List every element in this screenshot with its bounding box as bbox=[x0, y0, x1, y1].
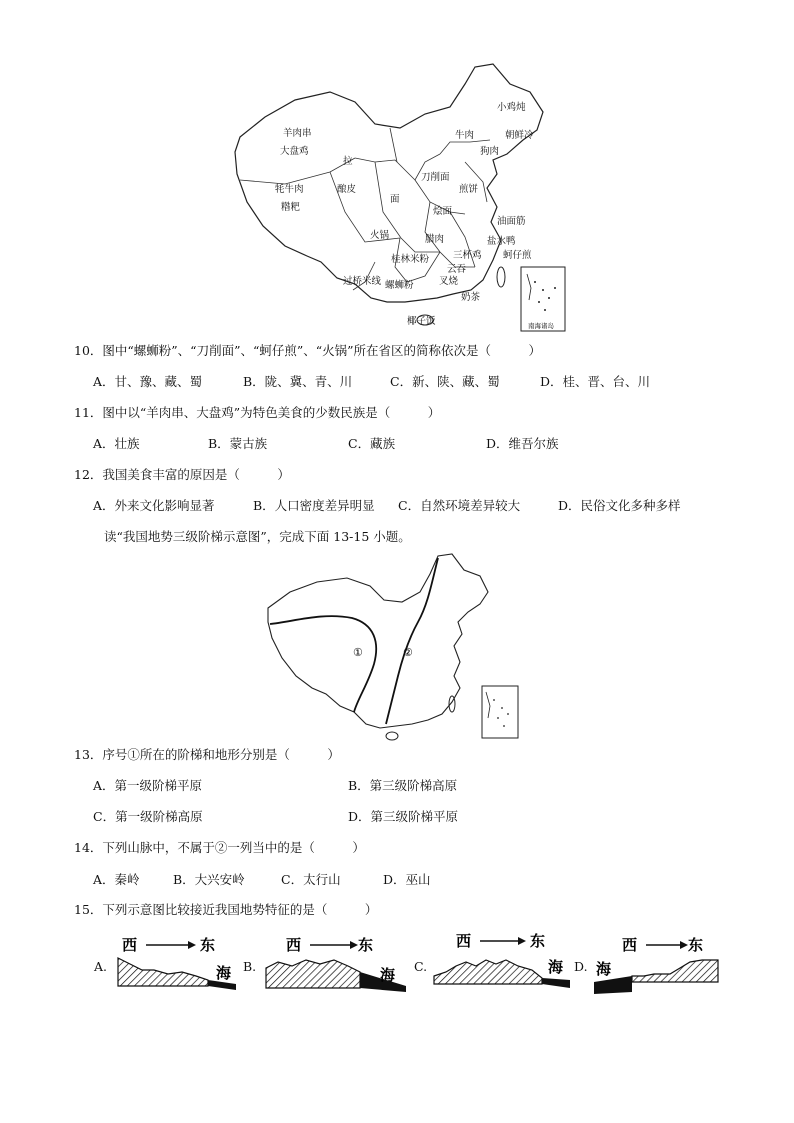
step-boundary-2 bbox=[386, 558, 438, 724]
question-15-stem bbox=[74, 900, 377, 918]
question-12-stem bbox=[74, 465, 290, 483]
question-13-options-row2 bbox=[93, 807, 713, 825]
option-d[interactable]: D．维吾尔族 bbox=[486, 436, 559, 451]
china-outline bbox=[235, 64, 543, 302]
food-label: 小鸡炖 bbox=[497, 102, 526, 113]
food-label: 螺蛳粉 bbox=[385, 280, 414, 291]
question-11-stem bbox=[74, 403, 440, 421]
food-label: 糌粑 bbox=[281, 202, 301, 213]
food-label: 羊肉串 bbox=[283, 128, 312, 139]
question-13-options-row1 bbox=[93, 776, 713, 794]
question-10-stem bbox=[74, 341, 541, 359]
question-number: 10． bbox=[74, 343, 103, 358]
food-label: 牦牛肉 bbox=[275, 184, 304, 195]
option-a[interactable]: A．外来文化影响显著 bbox=[93, 498, 215, 513]
profile-c[interactable] bbox=[432, 926, 574, 996]
food-label: 三杯鸡 bbox=[453, 250, 482, 261]
food-label: 椰子饭 bbox=[407, 316, 436, 327]
question-number: 11． bbox=[74, 405, 103, 420]
west-label: 西 bbox=[286, 936, 302, 954]
food-label: 云吞 bbox=[447, 264, 467, 275]
sea-label: 海 bbox=[216, 964, 232, 982]
china-food-map bbox=[225, 62, 575, 332]
option-b[interactable]: B．大兴安岭 bbox=[173, 872, 245, 887]
option-c[interactable]: C．第一级阶梯高原 bbox=[93, 809, 203, 824]
question-number: 13． bbox=[74, 747, 103, 762]
option-d[interactable]: D．第三级阶梯平原 bbox=[348, 809, 459, 824]
profile-d[interactable] bbox=[592, 930, 724, 996]
option-b[interactable]: B. bbox=[243, 959, 257, 974]
marker-1: ① bbox=[353, 646, 363, 659]
question-10-options bbox=[93, 372, 713, 390]
food-label: 蚵仔煎 bbox=[503, 250, 532, 261]
food-label: 煎饼 bbox=[459, 184, 479, 195]
option-c[interactable]: C. bbox=[414, 959, 428, 974]
food-label: 火锅 bbox=[370, 230, 390, 241]
food-label: 拉 bbox=[343, 156, 353, 167]
question-12-options bbox=[93, 496, 713, 514]
food-label: 奶茶 bbox=[461, 292, 481, 303]
west-label: 西 bbox=[456, 932, 472, 950]
option-c[interactable]: C．藏族 bbox=[348, 436, 396, 451]
option-b[interactable]: B．陇、冀、青、川 bbox=[243, 374, 353, 389]
question-text: 下列山脉中，不属于②一列当中的是（ ） bbox=[102, 840, 365, 855]
question-text: 我国美食丰富的原因是（ ） bbox=[102, 467, 290, 482]
option-c[interactable]: C．太行山 bbox=[281, 872, 341, 887]
option-d[interactable]: D．巫山 bbox=[383, 872, 431, 887]
east-label: 东 bbox=[200, 936, 216, 954]
food-label: 盐水鸭 bbox=[487, 236, 516, 247]
option-a[interactable]: A．壮族 bbox=[93, 436, 140, 451]
question-text: 图中“螺蛳粉”、“刀削面”、“蚵仔煎”、“火锅”所在省区的简称依次是（ ） bbox=[102, 343, 542, 358]
food-label: 腊肉 bbox=[425, 234, 445, 245]
option-a[interactable]: A．甘、豫、藏、蜀 bbox=[93, 374, 203, 389]
question-14-options bbox=[93, 870, 713, 888]
option-a[interactable]: A．第一级阶梯平原 bbox=[93, 778, 203, 793]
marker-2: ② bbox=[403, 646, 413, 659]
profile-a[interactable] bbox=[112, 930, 242, 996]
food-label: 烩面 bbox=[433, 206, 453, 217]
china-terrain-map bbox=[262, 552, 522, 740]
question-number: 12． bbox=[74, 467, 103, 482]
question-13-stem bbox=[74, 745, 340, 763]
food-label: 大盘鸡 bbox=[280, 146, 309, 157]
food-label: 面 bbox=[390, 194, 400, 205]
question-number: 14． bbox=[74, 840, 103, 855]
sea-label: 海 bbox=[548, 958, 564, 976]
reading-intro: 读“我国地势三级阶梯示意图”，完成下面 13-15 小题。 bbox=[104, 529, 411, 544]
question-11-options bbox=[93, 434, 713, 452]
question-14-stem bbox=[74, 838, 365, 856]
food-label: 刀削面 bbox=[421, 172, 450, 183]
inset-caption: 南海诸岛 bbox=[528, 322, 554, 330]
east-label: 东 bbox=[688, 936, 704, 954]
food-label: 桂林米粉 bbox=[391, 254, 430, 265]
food-label: 油面筋 bbox=[497, 216, 526, 227]
sea-label: 海 bbox=[380, 966, 396, 984]
option-b[interactable]: B．蒙古族 bbox=[208, 436, 268, 451]
food-label: 狗肉 bbox=[480, 146, 500, 157]
option-d[interactable]: D．民俗文化多种多样 bbox=[558, 498, 681, 513]
east-label: 东 bbox=[358, 936, 374, 954]
question-text: 序号①所在的阶梯和地形分别是（ ） bbox=[102, 747, 340, 762]
sea-label: 海 bbox=[596, 960, 612, 978]
option-b[interactable]: B．第三级阶梯高原 bbox=[348, 778, 458, 793]
option-c[interactable]: C．新、陕、藏、蜀 bbox=[390, 374, 500, 389]
question-text: 图中以“羊肉串、大盘鸡”为特色美食的少数民族是（ ） bbox=[102, 405, 441, 420]
question-text: 下列示意图比较接近我国地势特征的是（ ） bbox=[102, 902, 378, 917]
step-boundary-1 bbox=[270, 616, 376, 712]
question-number: 15． bbox=[74, 902, 103, 917]
east-label: 东 bbox=[530, 932, 546, 950]
west-label: 西 bbox=[122, 936, 138, 954]
west-label: 西 bbox=[622, 936, 638, 954]
food-label: 朝鲜冷 bbox=[505, 130, 534, 141]
food-label: 叉烧 bbox=[439, 276, 459, 287]
food-label: 过桥米线 bbox=[343, 276, 382, 287]
food-label: 牛肉 bbox=[455, 130, 475, 141]
option-b[interactable]: B．人口密度差异明显 bbox=[253, 498, 375, 513]
option-d[interactable]: D. bbox=[574, 959, 588, 974]
option-d[interactable]: D．桂、晋、台、川 bbox=[540, 374, 651, 389]
profile-b[interactable] bbox=[262, 930, 412, 996]
south-sea-inset bbox=[482, 686, 518, 738]
option-c[interactable]: C．自然环境差异较大 bbox=[398, 498, 521, 513]
option-a[interactable]: A. bbox=[94, 959, 108, 974]
option-a[interactable]: A．秦岭 bbox=[93, 872, 140, 887]
food-label: 酿皮 bbox=[337, 184, 357, 195]
